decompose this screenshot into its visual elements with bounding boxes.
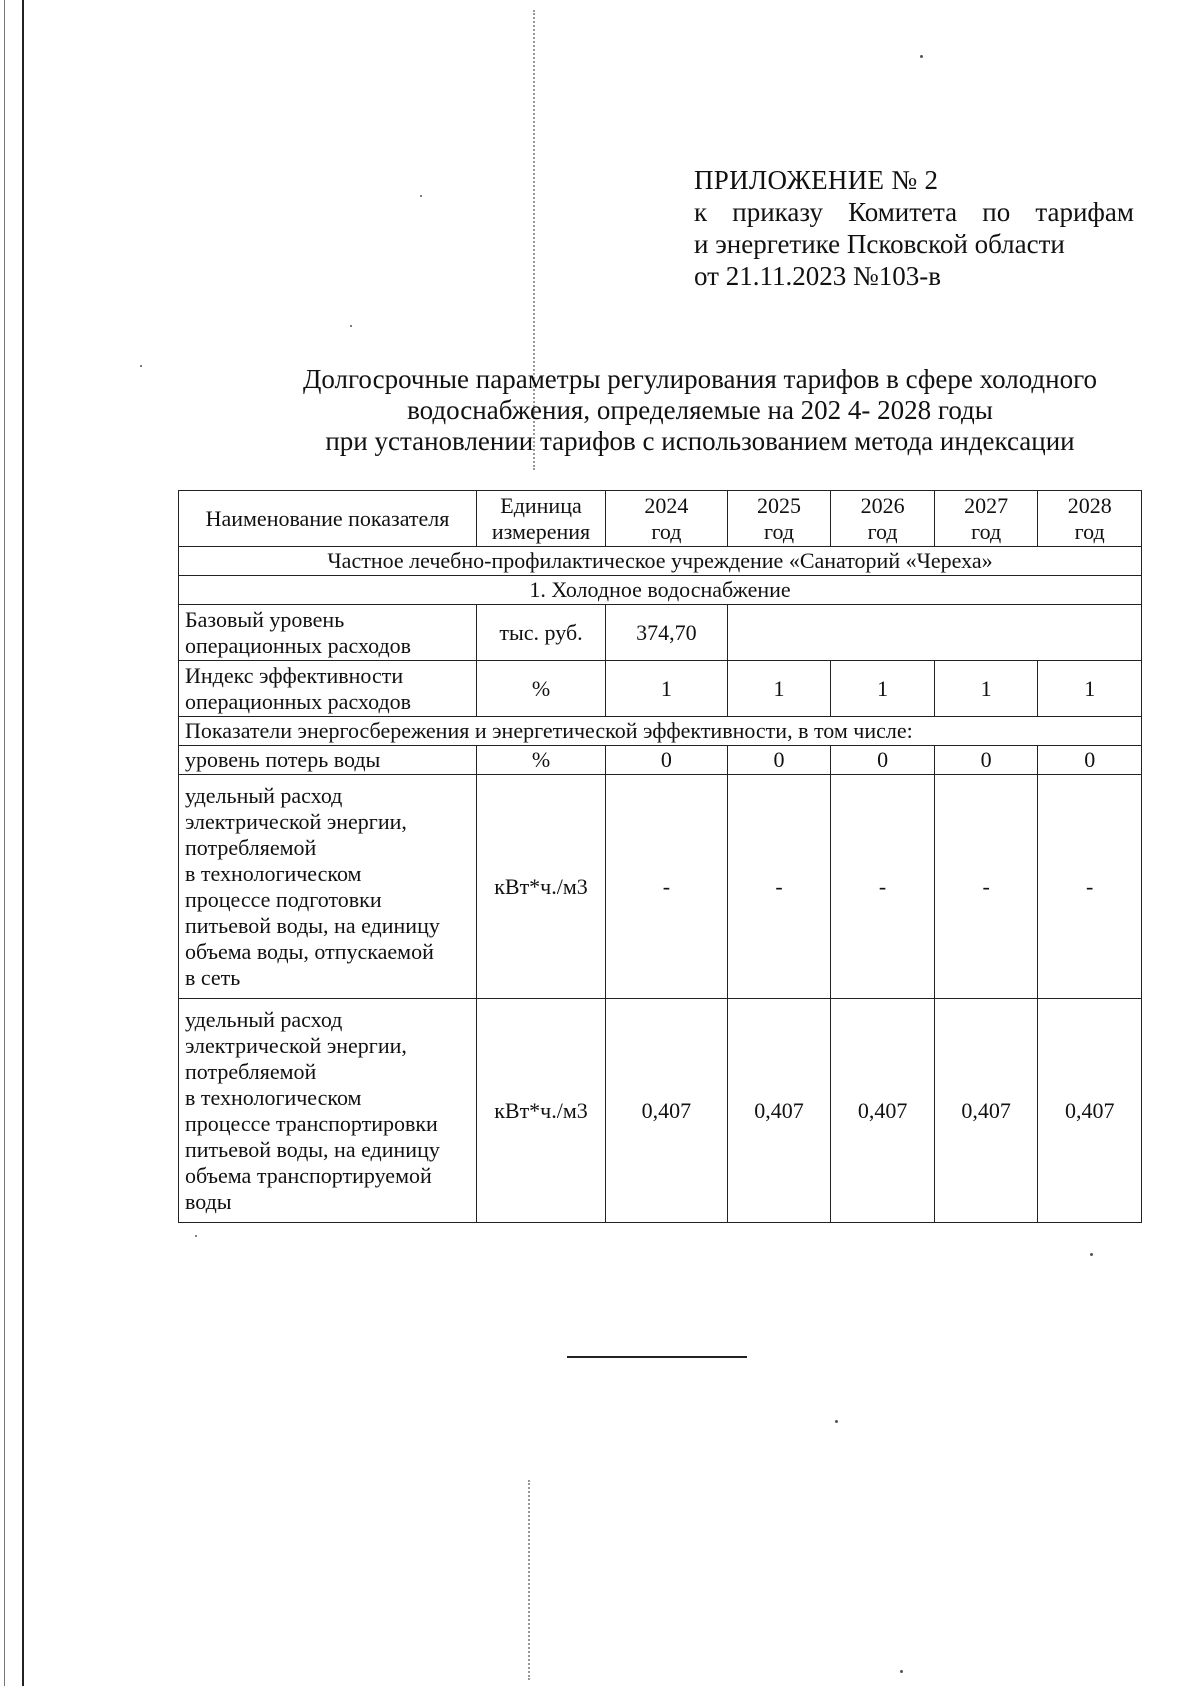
fold-marks-bottom bbox=[528, 1480, 532, 1680]
heading-line-3: при установлении тарифов с использованием метода индексации bbox=[325, 426, 1075, 456]
heading-line-2: водоснабжения, определяемые на 202 4- 2028 годы bbox=[407, 395, 993, 425]
value-2028: 0 bbox=[1038, 746, 1142, 775]
row-name-line: процессе транспортировки bbox=[185, 1110, 438, 1136]
row-name-line: электрической энергии, bbox=[185, 1032, 407, 1058]
header-year-suffix: год bbox=[1074, 518, 1105, 544]
value-2026: 0 bbox=[831, 746, 935, 775]
energy-header: Показатели энергосбережения и энергетической эффективности, в том числе: bbox=[179, 717, 1142, 746]
value-2024: - bbox=[606, 775, 728, 999]
value-2027: 1 bbox=[934, 661, 1038, 717]
table-row bbox=[179, 661, 1142, 717]
section-row bbox=[179, 576, 1142, 605]
row-name-line: процессе подготовки bbox=[185, 886, 382, 912]
row-name: уровень потерь воды bbox=[179, 746, 477, 775]
value-2025: 0,407 bbox=[727, 999, 831, 1223]
row-name-line: питьевой воды, на единицу bbox=[185, 1136, 440, 1162]
header-year-2025 bbox=[727, 491, 831, 547]
value-empty bbox=[727, 605, 1141, 661]
header-unit-line1: Единица bbox=[500, 492, 582, 518]
row-unit: тыс. руб. bbox=[477, 605, 606, 661]
value-2027: 0 bbox=[934, 746, 1038, 775]
row-name-line: операционных расходов bbox=[185, 688, 412, 714]
row-name-line: питьевой воды, на единицу bbox=[185, 912, 440, 938]
scan-speck bbox=[1090, 1253, 1093, 1256]
value-2028: 1 bbox=[1038, 661, 1142, 717]
scan-speck bbox=[350, 325, 352, 327]
header-year-suffix: год bbox=[867, 518, 898, 544]
value-2027: - bbox=[934, 775, 1038, 999]
value-2027: 0,407 bbox=[934, 999, 1038, 1223]
row-name-line: воды bbox=[185, 1188, 232, 1214]
scan-speck bbox=[900, 1670, 903, 1673]
organization-row bbox=[179, 547, 1142, 576]
scan-edge-border bbox=[22, 0, 24, 1686]
value-2024: 1 bbox=[606, 661, 728, 717]
value-2024: 0 bbox=[606, 746, 728, 775]
value-2026: 0,407 bbox=[831, 999, 935, 1223]
value-2026: - bbox=[831, 775, 935, 999]
header-year-value: 2027 bbox=[964, 492, 1009, 518]
header-year-suffix: год bbox=[764, 518, 795, 544]
parameters-table bbox=[178, 490, 1142, 1223]
value-2024: 0,407 bbox=[606, 999, 728, 1223]
value-2025: 0 bbox=[727, 746, 831, 775]
header-year-suffix: год bbox=[651, 518, 682, 544]
row-unit: % bbox=[477, 746, 606, 775]
row-name-line: Базовый уровень bbox=[185, 606, 345, 632]
annex-line-order: к приказу Комитета по тарифам bbox=[694, 197, 1134, 227]
header-year-suffix: год bbox=[971, 518, 1002, 544]
row-unit: кВт*ч./м3 bbox=[477, 999, 606, 1223]
header-year-value: 2028 bbox=[1067, 492, 1112, 518]
annex-title: ПРИЛОЖЕНИЕ № 2 bbox=[694, 165, 939, 195]
row-name-line: в технологическом bbox=[185, 1084, 362, 1110]
row-name-line: в технологическом bbox=[185, 860, 362, 886]
scan-speck bbox=[420, 195, 422, 197]
table-row bbox=[179, 746, 1142, 775]
header-year-2027 bbox=[934, 491, 1038, 547]
header-name-text: Наименование показателя bbox=[205, 505, 450, 531]
value-2024: 374,70 bbox=[606, 605, 728, 661]
closing-separator-line bbox=[567, 1356, 747, 1358]
table-header-row bbox=[179, 491, 1142, 547]
header-year-2024 bbox=[606, 491, 728, 547]
row-unit: % bbox=[477, 661, 606, 717]
annex-block bbox=[694, 164, 1134, 292]
row-name-line: объема транспортируемой bbox=[185, 1162, 432, 1188]
header-name bbox=[179, 491, 477, 547]
scan-speck bbox=[195, 1235, 197, 1237]
header-year-2028 bbox=[1038, 491, 1142, 547]
value-2025: 1 bbox=[727, 661, 831, 717]
table-row bbox=[179, 775, 1142, 999]
row-name bbox=[179, 999, 477, 1223]
scan-edge-line bbox=[4, 0, 5, 1686]
scan-speck bbox=[140, 365, 142, 367]
organization-name: Частное лечебно-профилактическое учреждение «Санаторий «Череха» bbox=[179, 547, 1142, 576]
header-unit bbox=[477, 491, 606, 547]
annex-line-committee: и энергетике Псковской области bbox=[694, 229, 1065, 259]
row-name-line: в сеть bbox=[185, 964, 241, 990]
row-name bbox=[179, 661, 477, 717]
row-unit: кВт*ч./м3 bbox=[477, 775, 606, 999]
row-name-line: потребляемой bbox=[185, 834, 317, 860]
value-2028: - bbox=[1038, 775, 1142, 999]
energy-header-row bbox=[179, 717, 1142, 746]
scan-speck bbox=[835, 1420, 838, 1423]
header-year-value: 2026 bbox=[860, 492, 905, 518]
row-name bbox=[179, 605, 477, 661]
header-year-value: 2024 bbox=[644, 492, 689, 518]
row-name-line: удельный расход bbox=[185, 1006, 343, 1032]
header-year-value: 2025 bbox=[757, 492, 802, 518]
header-year-2026 bbox=[831, 491, 935, 547]
scan-speck bbox=[920, 55, 923, 58]
table-row bbox=[179, 999, 1142, 1223]
row-name-line: удельный расход bbox=[185, 782, 343, 808]
section-title: 1. Холодное водоснабжение bbox=[179, 576, 1142, 605]
header-unit-line2: измерения bbox=[491, 518, 591, 544]
value-2025: - bbox=[727, 775, 831, 999]
document-heading bbox=[270, 364, 1130, 457]
row-name-line: электрической энергии, bbox=[185, 808, 407, 834]
row-name-line: Индекс эффективности bbox=[185, 662, 404, 688]
row-name bbox=[179, 775, 477, 999]
row-name-line: операционных расходов bbox=[185, 632, 412, 658]
annex-line-date: от 21.11.2023 №103-в bbox=[694, 261, 941, 291]
row-name-line: объема воды, отпускаемой bbox=[185, 938, 434, 964]
table-row bbox=[179, 605, 1142, 661]
value-2028: 0,407 bbox=[1038, 999, 1142, 1223]
row-name-line: потребляемой bbox=[185, 1058, 317, 1084]
heading-line-1: Долгосрочные параметры регулирования тарифов в сфере холодного bbox=[302, 364, 1098, 394]
value-2026: 1 bbox=[831, 661, 935, 717]
